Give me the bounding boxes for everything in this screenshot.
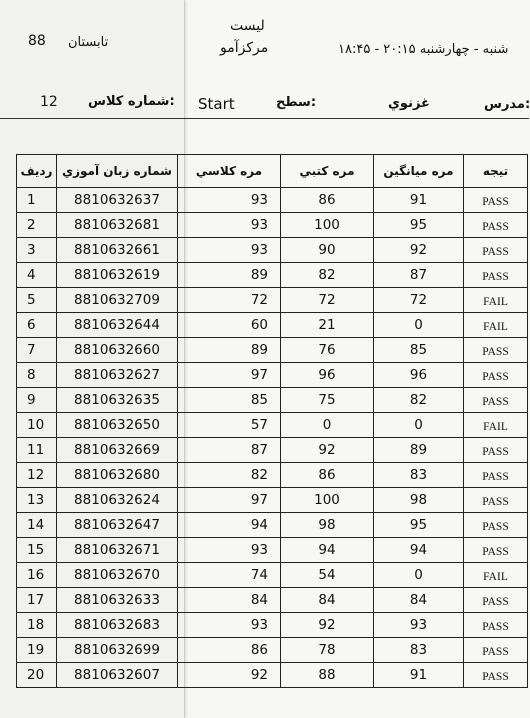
student-id-cell: 8810632670 — [57, 563, 178, 588]
average-grade-cell: 0 — [374, 563, 464, 588]
col-header-student-id: شماره زبان آموزي — [57, 155, 178, 188]
row-number-cell: 8 — [17, 363, 57, 388]
result-cell: PASS — [464, 338, 528, 363]
row-number-cell: 1 — [17, 188, 57, 213]
row-number-cell: 20 — [17, 663, 57, 688]
written-grade-cell: 21 — [281, 313, 374, 338]
row-number-cell: 11 — [17, 438, 57, 463]
row-number-cell: 18 — [17, 613, 57, 638]
student-id-cell: 8810632699 — [57, 638, 178, 663]
average-grade-cell: 85 — [374, 338, 464, 363]
row-number-cell: 6 — [17, 313, 57, 338]
student-id-cell: 8810632633 — [57, 588, 178, 613]
written-grade-cell: 86 — [281, 463, 374, 488]
class-grade-cell: 89 — [178, 263, 281, 288]
result-cell: PASS — [464, 438, 528, 463]
average-grade-cell: 92 — [374, 238, 464, 263]
title-fragment: لیست — [230, 18, 265, 34]
written-grade-cell: 86 — [281, 188, 374, 213]
student-id-cell: 8810632660 — [57, 338, 178, 363]
written-grade-cell: 75 — [281, 388, 374, 413]
class-grade-cell: 93 — [178, 238, 281, 263]
table-row — [17, 663, 528, 688]
written-grade-cell: 72 — [281, 288, 374, 313]
row-number-cell: 5 — [17, 288, 57, 313]
result-cell: PASS — [464, 638, 528, 663]
table-row — [17, 413, 528, 438]
result-cell: PASS — [464, 663, 528, 688]
written-grade-cell: 78 — [281, 638, 374, 663]
row-number-cell: 9 — [17, 388, 57, 413]
average-grade-cell: 84 — [374, 588, 464, 613]
row-number-cell: 17 — [17, 588, 57, 613]
class-grade-cell: 92 — [178, 663, 281, 688]
written-grade-cell: 76 — [281, 338, 374, 363]
student-id-cell: 8810632607 — [57, 663, 178, 688]
col-header-average-grade: مره ميانگين — [374, 155, 464, 188]
average-grade-cell: 98 — [374, 488, 464, 513]
student-id-cell: 8810632624 — [57, 488, 178, 513]
written-grade-cell: 0 — [281, 413, 374, 438]
average-grade-cell: 83 — [374, 638, 464, 663]
written-grade-cell: 90 — [281, 238, 374, 263]
table-row — [17, 438, 528, 463]
student-id-cell: 8810632681 — [57, 213, 178, 238]
written-grade-cell: 54 — [281, 563, 374, 588]
class-grade-cell: 93 — [178, 538, 281, 563]
student-id-cell: 8810632637 — [57, 188, 178, 213]
written-grade-cell: 94 — [281, 538, 374, 563]
row-number-cell: 19 — [17, 638, 57, 663]
student-id-cell: 8810632650 — [57, 413, 178, 438]
average-grade-cell: 83 — [374, 463, 464, 488]
written-grade-cell: 92 — [281, 613, 374, 638]
teacher-label: مدرس: — [484, 97, 530, 112]
written-grade-cell: 100 — [281, 488, 374, 513]
col-header-written-grade: مره كتبي — [281, 155, 374, 188]
col-header-class-grade: مره كلاسي — [178, 155, 281, 188]
term-name: تابستان — [68, 35, 109, 50]
row-number-cell: 4 — [17, 263, 57, 288]
class-number-label: شماره کلاس: — [88, 94, 175, 109]
student-id-cell: 8810632627 — [57, 363, 178, 388]
schedule-text: شنبه - چهارشنبه ۲۰:۱۵ - ۱۸:۴۵ — [338, 42, 509, 57]
result-cell: PASS — [464, 613, 528, 638]
average-grade-cell: 95 — [374, 213, 464, 238]
header-divider — [0, 118, 529, 119]
student-id-cell: 8810632644 — [57, 313, 178, 338]
average-grade-cell: 89 — [374, 438, 464, 463]
table-row — [17, 188, 528, 213]
result-cell: PASS — [464, 263, 528, 288]
table-row — [17, 538, 528, 563]
result-cell: FAIL — [464, 288, 528, 313]
student-id-cell: 8810632661 — [57, 238, 178, 263]
average-grade-cell: 0 — [374, 313, 464, 338]
class-grade-cell: 94 — [178, 513, 281, 538]
table-row — [17, 213, 528, 238]
class-grade-cell: 86 — [178, 638, 281, 663]
grades-table — [16, 154, 528, 688]
table-row — [17, 363, 528, 388]
written-grade-cell: 82 — [281, 263, 374, 288]
center-fragment: مرکزآمو — [220, 40, 269, 56]
table-header-row — [17, 155, 528, 188]
average-grade-cell: 91 — [374, 663, 464, 688]
written-grade-cell: 84 — [281, 588, 374, 613]
table-row — [17, 238, 528, 263]
class-grade-cell: 93 — [178, 188, 281, 213]
table-row — [17, 513, 528, 538]
result-cell: PASS — [464, 538, 528, 563]
row-number-cell: 15 — [17, 538, 57, 563]
average-grade-cell: 82 — [374, 388, 464, 413]
average-grade-cell: 91 — [374, 188, 464, 213]
page-fold — [184, 0, 185, 718]
average-grade-cell: 0 — [374, 413, 464, 438]
row-number-cell: 16 — [17, 563, 57, 588]
student-id-cell: 8810632671 — [57, 538, 178, 563]
teacher-name: غزنوي — [388, 96, 430, 111]
row-number-cell: 10 — [17, 413, 57, 438]
table-row — [17, 563, 528, 588]
average-grade-cell: 94 — [374, 538, 464, 563]
class-grade-cell: 57 — [178, 413, 281, 438]
level-label: سطح: — [276, 95, 317, 110]
table-row — [17, 488, 528, 513]
row-number-cell: 3 — [17, 238, 57, 263]
result-cell: PASS — [464, 388, 528, 413]
row-number-cell: 12 — [17, 463, 57, 488]
class-grade-cell: 87 — [178, 438, 281, 463]
class-grade-cell: 93 — [178, 213, 281, 238]
table-row — [17, 588, 528, 613]
table-row — [17, 313, 528, 338]
class-grade-cell: 72 — [178, 288, 281, 313]
result-cell: FAIL — [464, 313, 528, 338]
table-row — [17, 338, 528, 363]
student-id-cell: 8810632619 — [57, 263, 178, 288]
row-number-cell: 7 — [17, 338, 57, 363]
class-grade-cell: 97 — [178, 488, 281, 513]
table-row — [17, 263, 528, 288]
average-grade-cell: 87 — [374, 263, 464, 288]
student-id-cell: 8810632680 — [57, 463, 178, 488]
result-cell: PASS — [464, 188, 528, 213]
class-grade-cell: 85 — [178, 388, 281, 413]
written-grade-cell: 98 — [281, 513, 374, 538]
col-header-row-no: ردیف — [17, 155, 57, 188]
written-grade-cell: 88 — [281, 663, 374, 688]
result-cell: PASS — [464, 213, 528, 238]
result-cell: PASS — [464, 363, 528, 388]
table-row — [17, 288, 528, 313]
table-row — [17, 388, 528, 413]
class-grade-cell: 84 — [178, 588, 281, 613]
student-id-cell: 8810632683 — [57, 613, 178, 638]
average-grade-cell: 72 — [374, 288, 464, 313]
result-cell: PASS — [464, 463, 528, 488]
written-grade-cell: 92 — [281, 438, 374, 463]
result-cell: FAIL — [464, 563, 528, 588]
student-id-cell: 8810632709 — [57, 288, 178, 313]
result-cell: PASS — [464, 513, 528, 538]
table-row — [17, 613, 528, 638]
class-grade-cell: 60 — [178, 313, 281, 338]
result-cell: PASS — [464, 488, 528, 513]
class-grade-cell: 74 — [178, 563, 281, 588]
average-grade-cell: 95 — [374, 513, 464, 538]
class-grade-cell: 93 — [178, 613, 281, 638]
class-grade-cell: 97 — [178, 363, 281, 388]
average-grade-cell: 93 — [374, 613, 464, 638]
class-number: 12 — [40, 94, 58, 110]
class-grade-cell: 82 — [178, 463, 281, 488]
result-cell: PASS — [464, 238, 528, 263]
class-grade-cell: 89 — [178, 338, 281, 363]
row-number-cell: 2 — [17, 213, 57, 238]
written-grade-cell: 100 — [281, 213, 374, 238]
result-cell: PASS — [464, 588, 528, 613]
student-id-cell: 8810632635 — [57, 388, 178, 413]
student-id-cell: 8810632647 — [57, 513, 178, 538]
col-header-result: تيجه — [464, 155, 528, 188]
row-number-cell: 14 — [17, 513, 57, 538]
student-id-cell: 8810632669 — [57, 438, 178, 463]
table-row — [17, 463, 528, 488]
term-code: 88 — [28, 33, 46, 49]
written-grade-cell: 96 — [281, 363, 374, 388]
row-number-cell: 13 — [17, 488, 57, 513]
level-value: Start — [198, 95, 235, 113]
average-grade-cell: 96 — [374, 363, 464, 388]
table-row — [17, 638, 528, 663]
result-cell: FAIL — [464, 413, 528, 438]
